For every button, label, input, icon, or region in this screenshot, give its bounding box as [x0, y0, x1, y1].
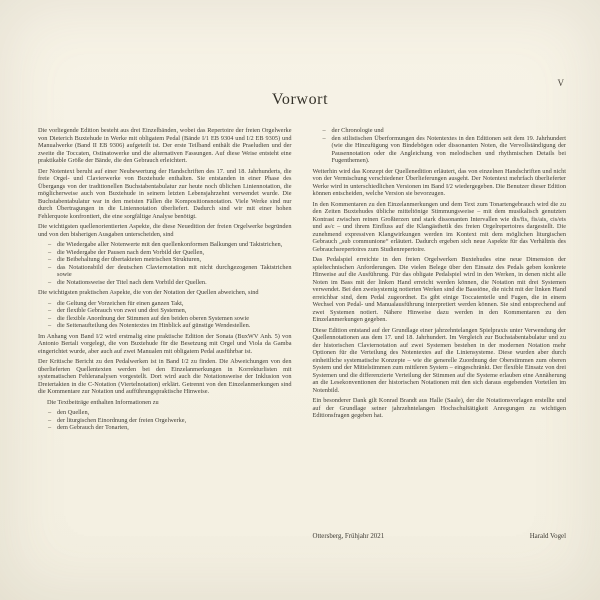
- paragraph: Der Kritische Bericht zu den Pedalwerken ist in Band I/2 zu finden. Die Abweichungen von den überlieferten Quellentexten werden bei den Einzelanmerkungen in Korrekturlisten mit systematischen Fehleranalysen vorgestellt. Dort wird auch die Notationsweise der Inklusion von Dreiertakten in die C-Notation (Viertelnotation) erklärt. Getrennt von den Einzelanmerkungen sind die Kommentare zur Notation und aufführungspraktische Hinweise.: [38, 358, 292, 395]
- footer: [313, 533, 567, 541]
- column-right: [313, 127, 567, 540]
- bullet-list: [38, 300, 292, 330]
- bullet-item: – der liturgischen Einordnung der freien Orgelwerke,: [51, 417, 292, 425]
- paragraph: Weiterhin wird das Konzept der Quellenedition erläutert, das von einzelnen Handschriften und nicht von der Vermischung verschiedener Überlieferungen ausgeht. Der Notentext mehrfach überlieferter Werke wird in unterschiedlichen Versionen im Band I/2 wiedergegeben. Die Benutzer dieser Edition können entscheiden, welche Version sie bevorzugen.: [312, 167, 566, 197]
- bullet-item: – die Wiedergabe aller Notenwerte mit den quellenkonformen Balkungen und Taktstrichen,: [51, 241, 292, 249]
- paragraph: Im Anhang von Band I/2 wird erstmalig eine praktische Edition der Sonata (BuxWV Anh. 5) von Antonio Bertali vorgelegt, die von Buxtehude für die Besetzung mit Orgel und Viola da Gamba eingerichtet wurde, aber auch auf zwei Manualen mit obligatem Pedal ausführbar ist.: [38, 332, 292, 355]
- bullet-item: – der flexible Gebrauch von zwei und drei Systemen,: [51, 307, 292, 315]
- bullet-list: [38, 409, 292, 432]
- paragraph: Die wichtigsten quellenorientierten Aspekte, die diese Neuedition der freien Orgelwerke begründen und von den bisherigen Ausgaben unterscheiden, sind: [38, 223, 292, 238]
- bullet-item: – der Chronologie und: [326, 127, 567, 135]
- paragraph: In den Kommentaren zu den Einzelanmerkungen und dem Text zum Tonartengebrauch wird die zu den Zeiten Buxtehudes übliche mitteltönige Stimmungsweise – mit dem musikalisch genutzten Kontrast zwischen reinen Großterzen und stark dissonanten Intervallen wie dis/fis, fis/ais, cis/eis und as/c – und ihrem Einfluss auf die Klangästhetik des freien Orgelrepertoires dargestellt. Die zunehmend expressiven Klangwirkungen werden im Kontext mit dem möglichen liturgischen Gebrauch „sub communione“ erläutert. Dadurch ergeben sich neue Aspekte für das Verhältnis des Gebrauchsrepertoires zum Studienrepertoire.: [312, 200, 566, 253]
- footer-place-date: Ottersberg, Frühjahr 2021: [312, 532, 385, 540]
- bullet-item: – die Beibehaltung der übertakteten metrischen Strukturen,: [51, 256, 292, 264]
- footer-author: Harald Vogel: [529, 532, 566, 540]
- bullet-item: – die flexible Anordnung der Stimmen auf den beiden oberen Systemen sowie: [51, 315, 292, 323]
- bullet-item: – den stilistischen Überformungen des Notentextes in den Editionen seit dem 19. Jahrhundert (wie die Hinzufügung von Bindebögen oder dissonanten Noten, die Vervollständigung der Pausennotation oder die Angleichung von melodischen und rhythmischen Details bei Fugenthemen).: [326, 135, 567, 165]
- column-right-content: [313, 127, 567, 423]
- bullet-item: – die Wiedergabe der Pausen nach dem Vorbild der Quellen,: [51, 249, 292, 257]
- paragraph: Das Pedalspiel erreichte in den freien Orgelwerken Buxtehudes eine neue Dimension der spieltechnischen Anforderungen. Die vielen Belege über den Einsatz des Pedals geben konkrete Hinweise auf die Ausführung. Für das obligate Pedalspiel wird in den Werken, in denen nicht alle Noten im Bass mit der linken Hand erreicht werden können, die Notation mit drei Systemen verwendet. Bei den zweisystemig notierten Werken sind die Basstöne, die nicht mit der linken Hand erreichbar sind, dem Pedal zugeordnet. Es gibt einige Toccatenteile und Fugen, die in einem Wechsel von Pedal- und Manualausführung interpretiert werden können. Sie sind entsprechend auf zwei Systemen notiert. Nähere Hinweise dazu werden in den Kommentaren zu den Einzelanmerkungen gegeben.: [312, 256, 566, 323]
- bullet-item: – die Notationsweise der Titel nach dem Vorbild der Quellen.: [51, 279, 292, 287]
- bullet-item: – dem Gebrauch der Tonarten,: [51, 424, 292, 432]
- paragraph: Der Notentext beruht auf einer Neubewertung der Handschriften des 17. und 18. Jahrhunderts, die freie Orgel- und Clavierwerke von Buxtehude enthalten. Sie entstanden in einer Phase des Übergangs von der traditionellen Buchstabentabulatur zur heute noch üblichen Liniennotation, die möglicherweise auch von Buxtehude in seinem letzten Lebensjahrzehnt verwendet wurde. Die Buchstabentabulatur war in den meisten Fällen die Kompositionsnotation. Viele Werke sind nur durch Übertragungen in die Liniennotation überliefert. Dadurch sind wir mit einer hohen Fehlerquote konfrontiert, die eine sorgfältige Analyse benötigt.: [38, 167, 292, 220]
- bullet-item: – das Notationsbild der deutschen Claviernotation mit nicht durchgezogenen Taktstrichen sowie: [51, 264, 292, 279]
- bullet-item: – die Seitenaufteilung des Notentextes im Hinblick auf günstige Wendestellen.: [51, 322, 292, 330]
- column-left: [38, 127, 292, 540]
- paragraph: Ein besonderer Dank gilt Konrad Brandt aus Halle (Saale), der die Notationsvorlagen erstellte und auf der Grundlage seiner jahrzehntelangen Hochschultätigkeit Anregungen zu wichtigen Editionsfragen gegeben hat.: [312, 397, 566, 419]
- bullet-item: – die Geltung der Vorzeichen für einen ganzen Takt,: [51, 300, 292, 308]
- text-columns: [38, 127, 566, 540]
- paragraph: Die vorliegende Edition besteht aus drei Einzelbänden, wobei das Repertoire der freien Orgelwerke von Dieterich Buxtehude in Werke mit obligatem Pedal (Bände I/1 EB 9304 und I/2 EB 9305) und Manualwerke (Band II EB 9306) aufgeteilt ist. Der erste Teilband enthält die Praeludien und der zweite die Toccaten, Ostinatowerke und die alternativen Fassungen. Auf diese Weise entsteht eine praktikable Größe der Bände, die den Gebrauch erleichtert.: [38, 127, 292, 164]
- bullet-item: – den Quellen,: [51, 409, 292, 417]
- bullet-list: [38, 241, 292, 286]
- paragraph: Die Textbeiträge enthalten Informationen zu: [47, 398, 159, 406]
- page-title: Vorwort: [271, 91, 329, 108]
- bullet-list: [313, 127, 567, 165]
- paragraph: Diese Edition entstand auf der Grundlage einer jahrzehntelangen Spielpraxis unter Verwendung der Quellennotationen aus dem 17. und 18. Jahrhundert. Im Vergleich zur Buchstabentabulatur und zu der historischen Claviernotation auf zwei Systemen bestehen in der modernen Notation mehr Optionen für die Verteilung des Notentextes auf die Liniensysteme. Diese wurden aber durch einheitliche systematische Konzepte – wie die generelle Zuordnung der Oberstimmen zum oberen System und der Mittelstimmen zum mittleren System – eingeschränkt. Der flexible Einsatz von drei Systemen und die differenzierte Verteilung der Stimmen auf die Systeme erlauben eine Annäherung an die Lesekonventionen der historischen Notationen mit den sich daraus ergebenden Vorteilen im Notenbild.: [312, 326, 566, 394]
- page-number: V: [557, 78, 564, 88]
- paragraph: Die wichtigsten praktischen Aspekte, die von der Notation der Quellen abweichen, sind: [38, 289, 259, 296]
